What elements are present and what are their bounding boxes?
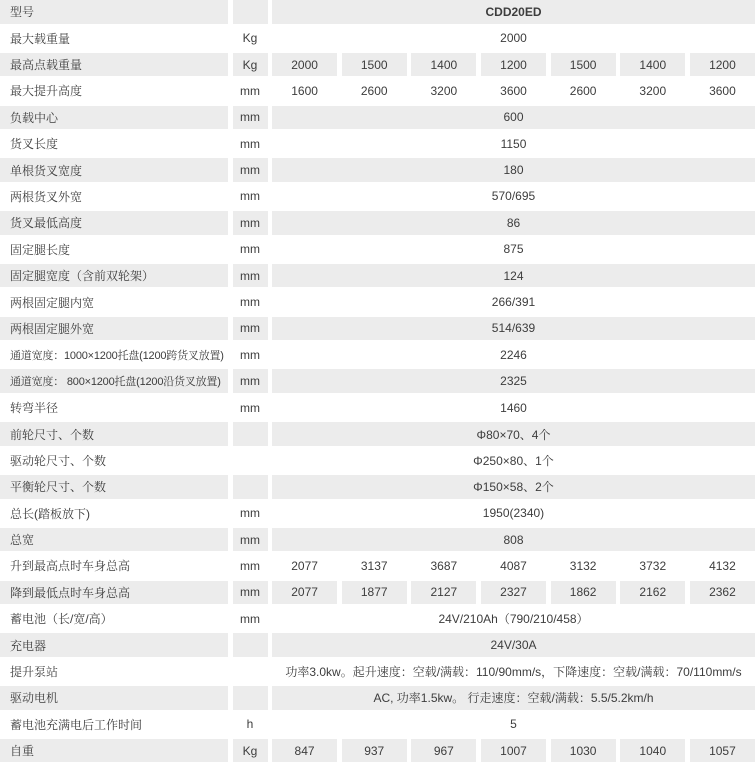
merged-value-cell: 24V/210Ah（790/210/458） (438, 612, 589, 627)
table-row (0, 554, 755, 578)
table-row (0, 0, 755, 24)
table-row (0, 369, 755, 393)
row-unit: mm (240, 347, 260, 362)
table-row (0, 238, 755, 262)
value-cell: 2000 (272, 53, 337, 77)
row-unit: mm (240, 83, 260, 98)
table-row (0, 106, 755, 130)
table-row (0, 660, 755, 684)
row-label: 单根货叉宽度 (0, 158, 228, 182)
row-label: 总宽 (0, 528, 228, 552)
value-cell: 1040 (620, 739, 685, 763)
value-cell: 1057 (690, 739, 755, 763)
table-row (0, 528, 755, 552)
value-cell: 3200 (639, 83, 667, 98)
value-cell: 1862 (551, 581, 616, 605)
value-cell: 2327 (481, 581, 546, 605)
row-unit: h (246, 717, 254, 732)
model-value-cell: CDD20ED (272, 0, 755, 24)
value-cell: 3600 (500, 83, 527, 98)
row-label: 最高点载重量 (0, 53, 228, 77)
merged-value-cell: 功率3.0kw。起升速度：空载/满载：110/90mm/s，下降速度：空载/满载：70/110mm/s (285, 665, 742, 680)
row-label: 前轮尺寸、个数 (0, 422, 228, 446)
value-cell: 847 (272, 739, 337, 763)
row-unit (233, 633, 268, 657)
row-label: 货叉长度 (10, 137, 59, 152)
merged-value-cell: 1150 (500, 136, 527, 151)
value-cell: 2600 (360, 83, 388, 98)
row-unit: mm (233, 317, 268, 341)
row-unit: mm (233, 264, 268, 288)
value-cell: 937 (342, 739, 407, 763)
table-row (0, 317, 755, 341)
row-unit (233, 449, 268, 473)
table-row (0, 26, 755, 50)
merged-value-cell: 808 (272, 528, 755, 552)
value-cell: 1007 (481, 739, 546, 763)
table-row (0, 713, 755, 737)
row-label: 货叉最低高度 (0, 211, 228, 235)
table-row (0, 475, 755, 499)
merged-value-cell: Φ250×80、1个 (473, 453, 554, 468)
value-cell: 2162 (620, 581, 685, 605)
merged-value-cell: 1460 (500, 400, 527, 415)
row-label: 蓄电池（长/宽/高） (10, 612, 113, 627)
table-row (0, 343, 755, 367)
row-unit: mm (240, 295, 260, 310)
row-unit: mm (233, 581, 268, 605)
row-label: 最大载重量 (10, 31, 71, 46)
row-unit: mm (233, 106, 268, 130)
value-cell: 3137 (360, 558, 388, 573)
value-cell: 3732 (639, 558, 667, 573)
merged-value-cell: 86 (272, 211, 755, 235)
value-cell: 1030 (551, 739, 616, 763)
row-label: 充电器 (0, 633, 228, 657)
merged-value-cell: 24V/30A (272, 633, 755, 657)
value-cell: 1200 (690, 53, 755, 77)
value-cell: 2600 (569, 83, 597, 98)
table-row (0, 607, 755, 631)
merged-value-cell: 514/639 (272, 317, 755, 341)
row-unit: mm (240, 611, 260, 626)
merged-value-cell: 2000 (500, 31, 527, 46)
row-label: 负载中心 (0, 106, 228, 130)
row-unit: mm (233, 369, 268, 393)
row-label: 两根固定腿外宽 (0, 317, 228, 341)
row-label: 降到最低点时车身总高 (0, 581, 228, 605)
value-cell: 2127 (411, 581, 476, 605)
row-unit: mm (233, 158, 268, 182)
merged-value-cell: 875 (503, 242, 524, 257)
merged-value-cell: 5 (510, 717, 517, 732)
value-cell: 967 (411, 739, 476, 763)
row-unit: mm (240, 400, 260, 415)
table-row (0, 396, 755, 420)
merged-value-cell: 124 (272, 264, 755, 288)
row-unit (233, 0, 268, 24)
merged-value-cell: Φ80×70、4个 (272, 422, 755, 446)
row-label: 固定腿宽度（含前双轮架） (0, 264, 228, 288)
row-unit (233, 686, 268, 710)
value-cell: 3687 (430, 558, 458, 573)
merged-value-cell: 266/391 (491, 295, 536, 310)
row-label: 自重 (0, 739, 228, 763)
row-unit: mm (240, 189, 260, 204)
table-row (0, 132, 755, 156)
value-cell: 2077 (272, 581, 337, 605)
row-unit (233, 475, 268, 499)
table-row (0, 264, 755, 288)
table-row (0, 422, 755, 446)
merged-value-cell: 1950(2340) (482, 506, 545, 521)
value-cell: 3132 (569, 558, 597, 573)
row-unit: Kg (233, 739, 268, 763)
table-row (0, 53, 755, 77)
row-label: 升到最高点时车身总高 (10, 559, 131, 574)
row-label: 两根固定腿内宽 (10, 295, 95, 310)
value-cell: 2362 (690, 581, 755, 605)
table-row (0, 739, 755, 763)
value-cell: 4087 (500, 558, 527, 573)
row-unit: mm (240, 506, 260, 521)
value-cell: 1600 (291, 83, 318, 98)
row-label: 驱动轮尺寸、个数 (10, 453, 107, 468)
table-row (0, 79, 755, 103)
row-label: 驱动电机 (0, 686, 228, 710)
table-row (0, 158, 755, 182)
row-label: 两根货叉外宽 (10, 189, 83, 204)
row-label: 通道宽度： 800×1200托盘(1200沿货叉放置) (0, 369, 228, 393)
value-cell: 3200 (430, 83, 458, 98)
row-label: 通道宽度：1000×1200托盘(1200跨货叉放置) (10, 349, 224, 362)
value-cell: 2077 (291, 558, 318, 573)
row-label: 型号 (0, 0, 228, 24)
merged-value-cell: 570/695 (491, 189, 536, 204)
row-unit (233, 422, 268, 446)
table-row (0, 290, 755, 314)
row-unit (233, 660, 268, 684)
merged-value-cell: 600 (272, 106, 755, 130)
value-cell: 1500 (551, 53, 616, 77)
value-cell: 3600 (709, 83, 736, 98)
row-unit: mm (233, 211, 268, 235)
table-row (0, 211, 755, 235)
merged-value-cell: Φ150×58、2个 (272, 475, 755, 499)
merged-value-cell: 2246 (500, 347, 527, 362)
row-label: 转弯半径 (10, 401, 59, 416)
row-unit: mm (240, 242, 260, 257)
table-row (0, 501, 755, 525)
row-unit: Kg (242, 31, 258, 46)
row-label: 蓄电池充满电后工作时间 (10, 717, 143, 732)
value-cell: 1400 (620, 53, 685, 77)
merged-value-cell: 2325 (272, 369, 755, 393)
table-row (0, 633, 755, 657)
table-row (0, 185, 755, 209)
merged-value-cell: 180 (272, 158, 755, 182)
row-unit: mm (233, 528, 268, 552)
row-label: 提升泵站 (10, 665, 59, 680)
row-label: 平衡轮尺寸、个数 (0, 475, 228, 499)
table-row (0, 581, 755, 605)
row-unit: mm (240, 558, 260, 573)
value-cell: 4132 (709, 558, 736, 573)
value-cell: 1400 (411, 53, 476, 77)
row-label: 固定腿长度 (10, 242, 71, 257)
table-row (0, 686, 755, 710)
merged-value-cell: AC, 功率1.5kw。 行走速度：空载/满载：5.5/5.2km/h (272, 686, 755, 710)
row-label: 最大提升高度 (10, 84, 83, 99)
value-cell: 1200 (481, 53, 546, 77)
row-unit: mm (240, 136, 260, 151)
row-label: 总长(踏板放下) (10, 506, 90, 521)
value-cell: 1500 (342, 53, 407, 77)
row-unit: Kg (233, 53, 268, 77)
table-row (0, 449, 755, 473)
value-cell: 1877 (342, 581, 407, 605)
